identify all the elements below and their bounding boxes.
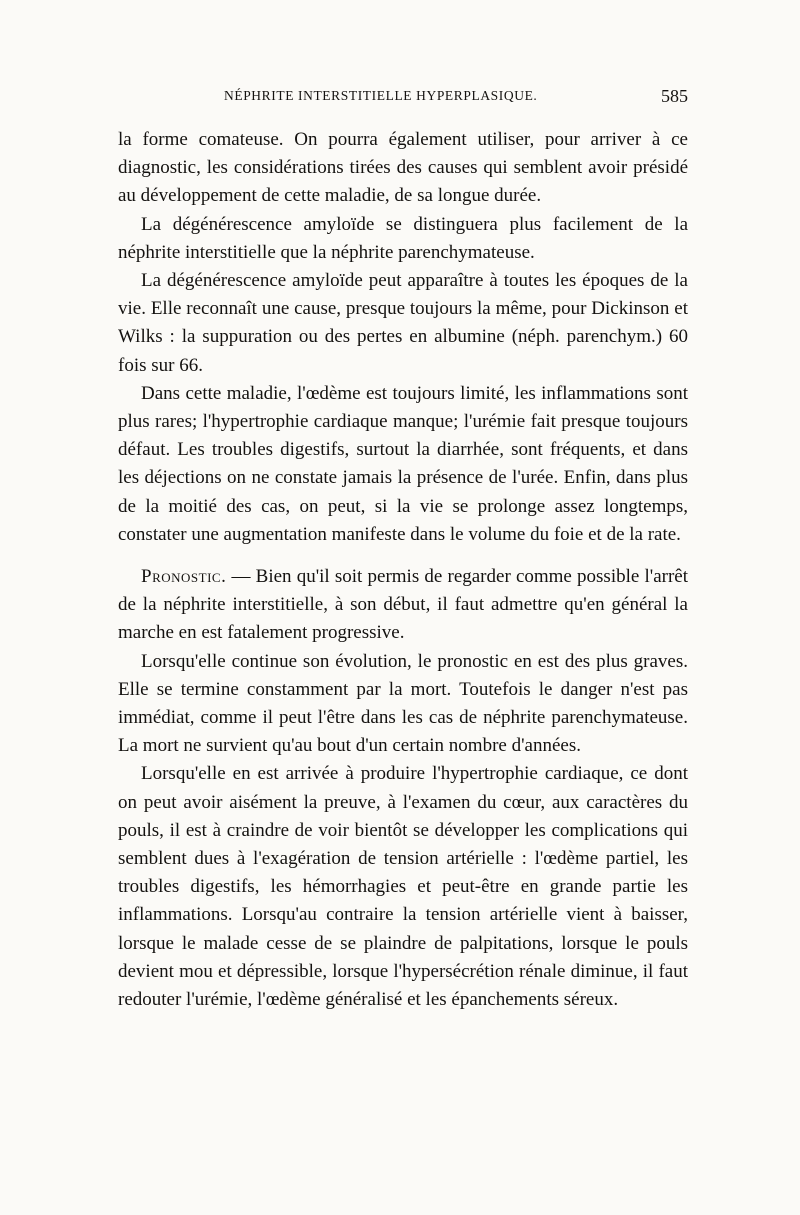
paragraph: Lorsqu'elle continue son évolution, le pronostic en est des plus graves. Elle se termine constamment par la mort. Toutefois le danger n'est pas immédiat, comme il peut l'être dans les cas de néphrite parenchymateuse. La mort ne survient qu'au bout d'un certain nombre d'années. — [118, 650, 688, 757]
paragraph: Lorsqu'elle en est arrivée à produire l'hypertrophie cardiaque, ce dont on peut avoir aisément la preuve, à l'examen du cœur, aux caractères du pouls, il est à craindre de voir bientôt se développer les complications qui semblent dues à l'exagération de tension artérielle : l'œdème partiel, les troubles digestifs, les hémorrhagies et peut-être en grande partie les inflammations. Lorsqu'au contraire la tension artérielle vient à baisser, lorsque le malade cesse de se plaindre de palpitations, lorsque le pouls devient mou et dépressible, lorsque l'hypersécrétion rénale diminue, il faut redouter l'urémie, l'œdème généralisé et les épanchements séreux. — [118, 763, 688, 1011]
prognosis-paragraph — [118, 563, 688, 648]
section-heading: Pronostic. — [141, 566, 227, 588]
running-title: NÉPHRITE INTERSTITIELLE HYPERPLASIQUE. — [224, 88, 538, 103]
paragraph: La dégénérescence amyloïde peut apparaître à toutes les époques de la vie. Elle reconnaît une cause, presque toujours la même, pour Dickinson et Wilks : la suppuration ou des pertes en albumine (néph. parenchym.) 60 fois sur 66. — [118, 270, 688, 376]
body-text — [118, 126, 688, 1014]
paragraph: la forme comateuse. On pourra également utiliser, pour arriver à ce diagnostic, les considérations tirées des causes qui semblent avoir présidé au développement de cette maladie, de sa longue durée. — [118, 129, 688, 207]
paragraph: Dans cette maladie, l'œdème est toujours limité, les inflammations sont plus rares; l'hypertrophie cardiaque manque; l'urémie fait presque toujours défaut. Les troubles digestifs, surtout la diarrhée, sont fréquents, et dans les déjections on ne constate jamais la présence de l'urée. Enfin, dans plus de la moitié des cas, on peut, si la vie se prolonge assez longtemps, constater une augmentation manifeste dans le volume du foie et de la rate. — [118, 382, 688, 545]
paragraph: La dégénérescence amyloïde se distinguera plus facilement de la néphrite interstitielle que la néphrite parenchymateuse. — [118, 213, 688, 263]
running-head — [118, 86, 688, 112]
page-number: 585 — [661, 86, 688, 106]
prognosis-lead-text: — Bien qu'il soit permis de regarder comme possible l'arrêt de la néphrite interstitielle, à son début, il faut admettre qu'en général la marche en est fatalement progressive. — [118, 566, 688, 644]
